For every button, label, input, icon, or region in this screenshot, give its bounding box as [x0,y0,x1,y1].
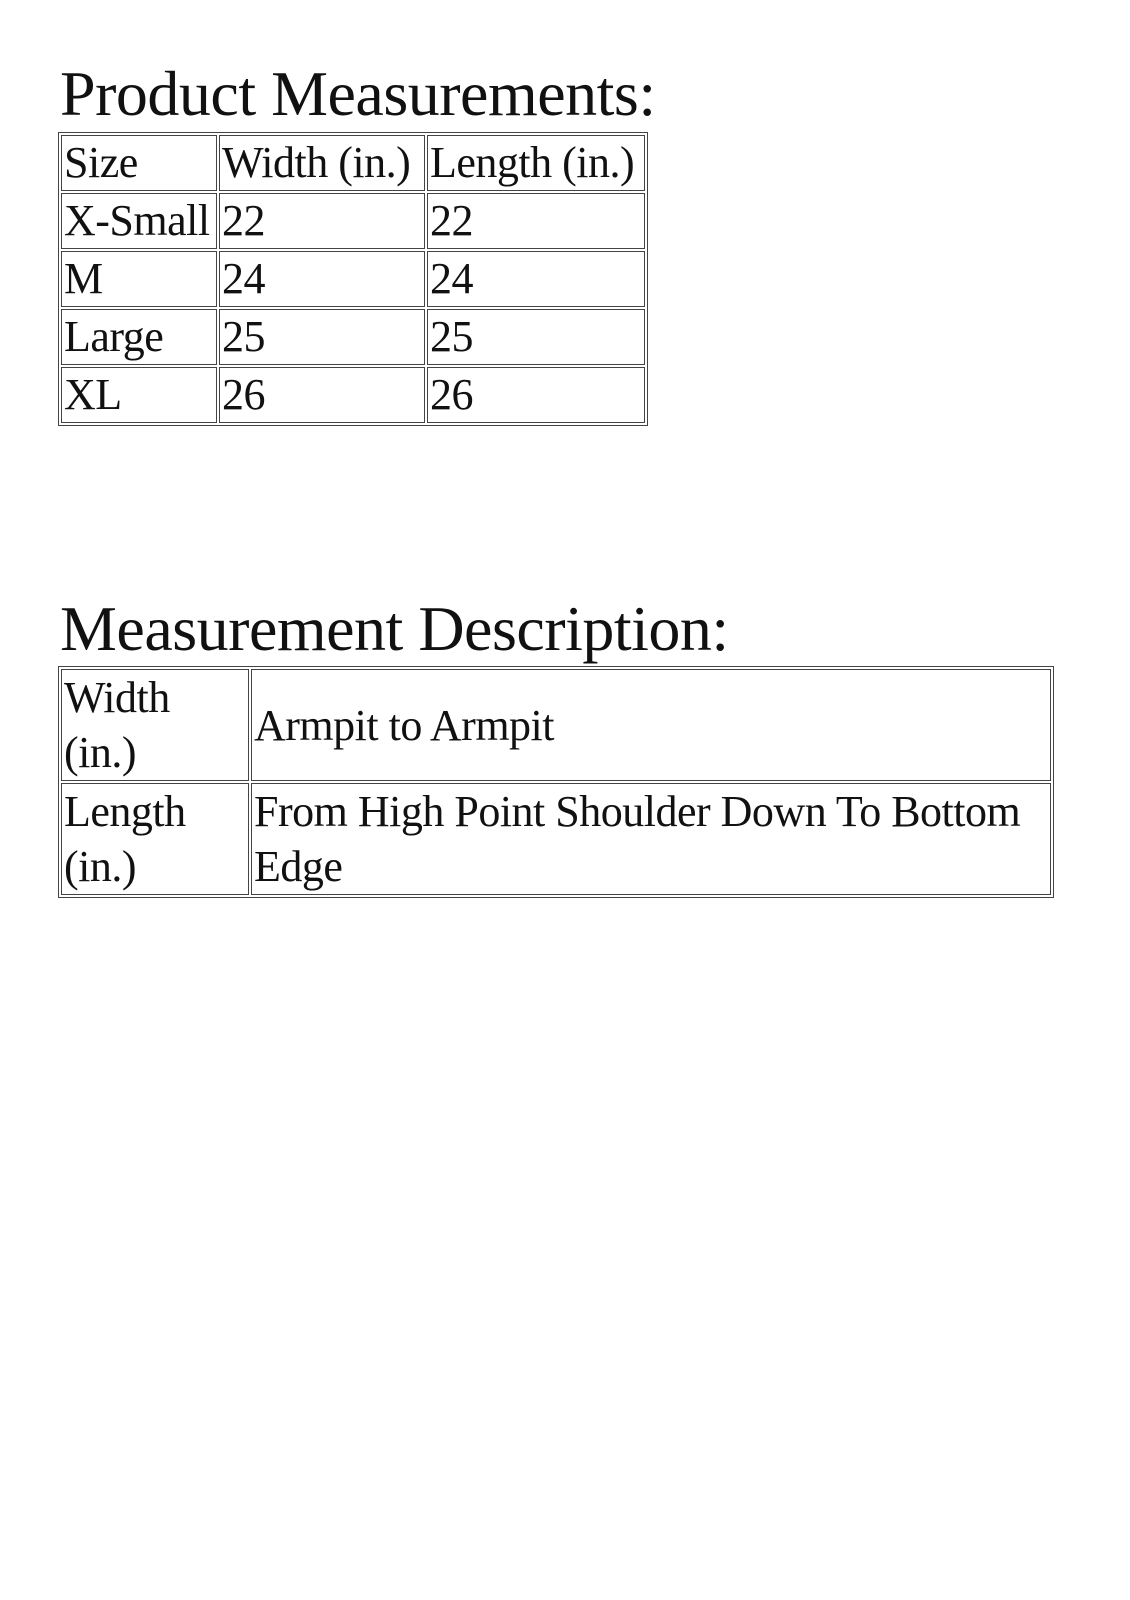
measure-description-cell: From High Point Shoulder Down To Bottom Edge [251,783,1051,895]
measure-description-cell: Armpit to Armpit [251,669,1051,781]
table-row [61,669,1051,781]
length-cell: 26 [427,367,645,423]
table-row [61,251,645,307]
header-size: Size [61,135,217,191]
measure-name-cell: Width (in.) [61,669,249,781]
size-chart-table [58,132,648,426]
length-cell: 25 [427,309,645,365]
product-measurements-title: Product Measurements: [60,58,656,129]
length-cell: 24 [427,251,645,307]
width-cell: 26 [219,367,425,423]
table-row [61,367,645,423]
length-cell: 22 [427,193,645,249]
table-row [61,783,1051,895]
measurement-description-title: Measurement Description: [60,593,729,664]
table-row [61,309,645,365]
header-width: Width (in.) [219,135,425,191]
header-length: Length (in.) [427,135,645,191]
width-cell: 24 [219,251,425,307]
size-cell: M [61,251,217,307]
table-header-row [61,135,645,191]
measure-name-cell: Length (in.) [61,783,249,895]
width-cell: 25 [219,309,425,365]
table-row [61,193,645,249]
size-cell: XL [61,367,217,423]
width-cell: 22 [219,193,425,249]
size-cell: X-Small [61,193,217,249]
measurement-description-table [58,666,1054,898]
size-cell: Large [61,309,217,365]
